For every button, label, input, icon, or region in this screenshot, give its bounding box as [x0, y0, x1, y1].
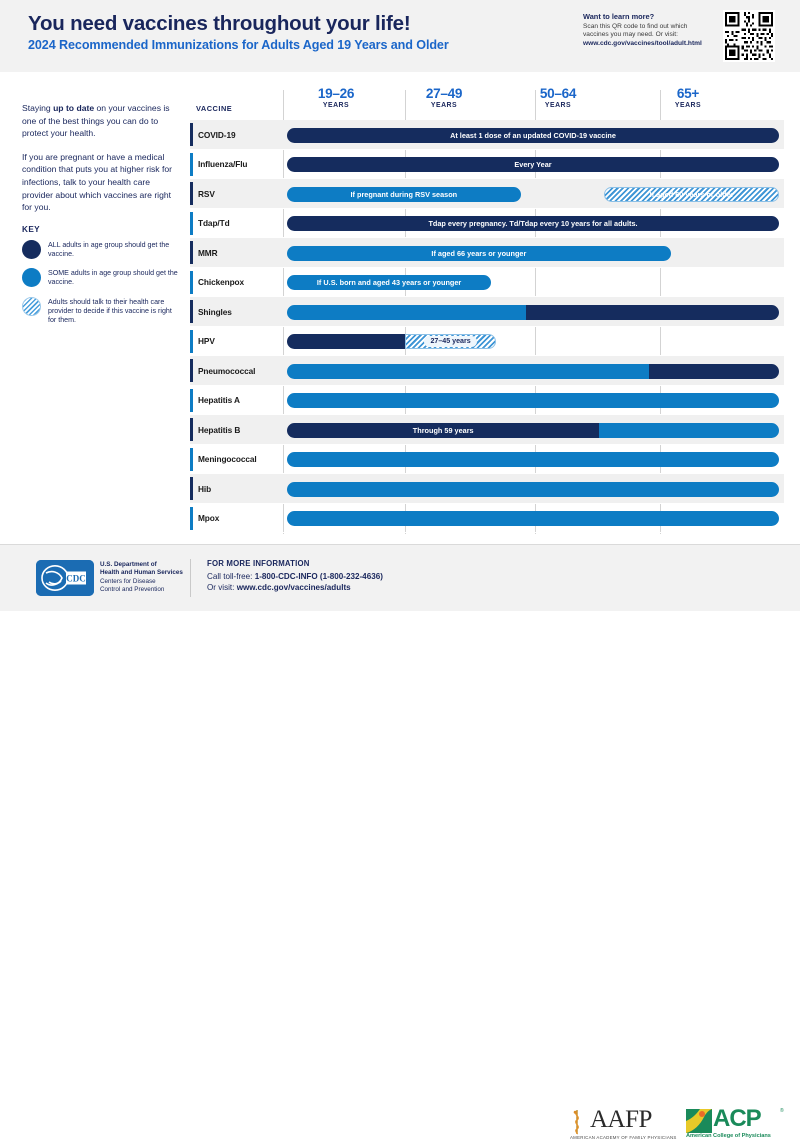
hhs-line-4: Control and Prevention	[100, 586, 165, 594]
row-accent-bar	[190, 271, 193, 294]
svg-text:CDC: CDC	[66, 573, 86, 584]
row-accent-bar	[190, 300, 193, 323]
schedule-bar	[287, 482, 779, 497]
row-accent-bar	[190, 212, 193, 235]
schedule-bar	[287, 423, 599, 438]
row-accent-bar	[190, 418, 193, 441]
hhs-line-2: Health and Human Services	[100, 569, 183, 577]
table-column-headers	[190, 84, 784, 120]
age-unit-50-64: YEARS	[544, 102, 572, 109]
aafp-name: AAFP	[590, 1106, 652, 1133]
schedule-bar-label: If U.S. born and aged 43 years or younger	[316, 278, 462, 287]
age-unit-27-49: YEARS	[430, 102, 458, 109]
schedule-bar	[604, 187, 779, 202]
table-row	[190, 209, 784, 239]
page-title: You need vaccines throughout your life!	[28, 12, 411, 35]
table-row	[190, 327, 784, 357]
table-row	[190, 386, 784, 416]
column-header-19-26	[286, 86, 386, 109]
qr-callout	[583, 10, 793, 62]
schedule-bar	[287, 364, 649, 379]
qr-code-icon[interactable]	[723, 10, 775, 62]
info-heading: FOR MORE INFORMATION	[207, 559, 310, 568]
schedule-bar	[287, 511, 779, 526]
row-accent-bar	[190, 389, 193, 412]
qr-callout-text	[583, 12, 723, 47]
solid-navy-circle-icon	[22, 240, 41, 259]
table-row	[190, 474, 784, 504]
age-range-50-64: 50–64	[539, 86, 577, 101]
schedule-bar	[405, 334, 496, 349]
column-header-65-plus	[638, 86, 738, 109]
info-visit-url[interactable]: www.cdc.gov/vaccines/adults	[236, 583, 351, 593]
table-row	[190, 238, 784, 268]
qr-line-2: vaccines you may need. Or visit:	[583, 30, 678, 38]
more-information-block	[207, 559, 383, 594]
info-call-prefix: Call toll-free:	[207, 572, 255, 581]
table-row	[190, 150, 784, 180]
age-unit-19-26: YEARS	[322, 102, 350, 109]
info-call-line	[207, 571, 383, 582]
intro-1-b: up to date	[53, 103, 95, 113]
schedule-bar	[649, 364, 779, 379]
row-accent-bar	[190, 507, 193, 530]
acp-name: ACP	[713, 1105, 761, 1132]
schedule-bar	[526, 305, 779, 320]
table-row	[190, 120, 784, 150]
vaccine-name: MMR	[198, 247, 218, 258]
solid-blue-circle-icon	[22, 268, 41, 287]
page-header	[0, 0, 800, 72]
schedule-bar-label: Every Year	[514, 160, 552, 169]
qr-url: www.cdc.gov/vaccines/tool/adult.html	[583, 40, 702, 48]
row-accent-bar	[190, 477, 193, 500]
vaccine-name: Shingles	[198, 306, 232, 317]
vaccine-name: Tdap/Td	[198, 218, 230, 229]
schedule-bar	[287, 305, 526, 320]
vaccine-name: Chickenpox	[198, 277, 245, 288]
aafp-subtitle: AMERICAN ACADEMY OF FAMILY PHYSICIANS	[570, 1135, 677, 1140]
vaccine-name: Mpox	[198, 513, 220, 524]
table-row	[190, 445, 784, 475]
table-row	[190, 356, 784, 386]
qr-line-1: Scan this QR code to find out which	[583, 22, 688, 30]
vaccine-name: Hepatitis B	[198, 424, 241, 435]
schedule-bar-label: Tdap every pregnancy. Td/Tdap every 10 years for all adults.	[428, 219, 638, 228]
intro-paragraph-2: If you are pregnant or have a medical condition that puts you at higher risk for infections, talk to your health care provider about which vaccines are right for you.	[22, 151, 172, 213]
vaccine-name: Meningococcal	[198, 454, 257, 465]
schedule-bar	[287, 452, 779, 467]
column-header-27-49	[394, 86, 494, 109]
acp-mark-icon	[686, 1109, 712, 1133]
row-accent-bar	[190, 153, 193, 176]
schedule-bar	[287, 187, 521, 202]
key-title: KEY	[22, 224, 41, 234]
schedule-bar	[287, 246, 671, 261]
footer-divider	[190, 559, 191, 597]
acp-subtitle: American College of Physicians	[686, 1133, 771, 1139]
info-call-number[interactable]: 1-800-CDC-INFO (1-800-232-4636)	[254, 572, 383, 581]
schedule-bar	[287, 216, 779, 231]
schedule-bar-label: At least 1 dose of an updated COVID-19 vaccine	[450, 130, 616, 140]
schedule-bar	[287, 128, 779, 143]
vaccine-name: Influenza/Flu	[198, 159, 248, 170]
row-separator	[190, 532, 784, 533]
schedule-bar-label: If aged 60 years or older	[649, 189, 734, 199]
acp-registered-mark: ®	[780, 1108, 784, 1114]
table-row	[190, 297, 784, 327]
vaccine-name: RSV	[198, 188, 215, 199]
key-item-all	[22, 240, 182, 259]
hatched-circle-icon	[22, 297, 41, 316]
intro-1-a: Staying	[22, 103, 54, 113]
table-row	[190, 268, 784, 298]
main-content	[0, 72, 800, 544]
row-accent-bar	[190, 359, 193, 382]
info-visit-prefix: Or visit:	[207, 583, 237, 593]
vaccine-name: COVID-19	[198, 129, 236, 140]
row-accent-bar	[190, 241, 193, 264]
schedule-bar-label: 27–45 years	[424, 336, 476, 347]
row-accent-bar	[190, 123, 193, 146]
key-item-some	[22, 268, 182, 287]
key-item-talk	[22, 297, 182, 326]
hhs-line-1: U.S. Department of	[100, 561, 157, 568]
info-visit-line	[207, 582, 383, 593]
intro-1-c: on your vaccines is one of the best things you can do to protect your health.	[22, 103, 170, 139]
table-row	[190, 504, 784, 534]
cdc-hhs-logo-icon	[36, 560, 94, 596]
row-accent-bar	[190, 330, 193, 353]
qr-heading: Want to learn more?	[583, 12, 655, 21]
key-label-all: ALL adults in age group should get the vaccine.	[48, 240, 170, 258]
page-footer	[0, 544, 800, 1140]
schedule-bar-label: Through 59 years	[412, 425, 474, 435]
schedule-bar	[287, 157, 779, 172]
page-subtitle: 2024 Recommended Immunizations for Adults Aged 19 Years and Older	[28, 38, 449, 52]
schedule-bar	[599, 423, 779, 438]
schedule-bar	[287, 275, 491, 290]
hhs-line-3: Centers for Disease	[100, 577, 156, 585]
vaccine-schedule-table	[190, 84, 784, 534]
schedule-bar	[287, 393, 779, 408]
vaccine-name: HPV	[198, 336, 215, 347]
vaccine-name: Hepatitis A	[198, 395, 240, 406]
column-header-50-64	[508, 86, 608, 109]
schedule-bar-label: If aged 66 years or younger	[431, 248, 527, 258]
table-row	[190, 415, 784, 445]
intro-paragraph-1	[22, 102, 182, 140]
sidebar	[22, 102, 182, 334]
column-header-vaccine: VACCINE	[196, 104, 233, 113]
vaccine-name: Pneumococcal	[198, 365, 256, 376]
row-accent-bar	[190, 448, 193, 471]
age-range-19-26: 19–26	[317, 86, 355, 101]
schedule-bar	[287, 334, 405, 349]
table-row	[190, 179, 784, 209]
key-label-talk: Adults should talk to their health care provider to decide if this vaccine is right for them.	[48, 297, 172, 324]
age-range-27-49: 27–49	[425, 86, 463, 101]
hhs-agency-text	[100, 561, 183, 595]
row-accent-bar	[190, 182, 193, 205]
key-label-some: SOME adults in age group should get the vaccine.	[48, 269, 178, 287]
age-unit-65-plus: YEARS	[674, 102, 702, 109]
vaccine-name: Hib	[198, 483, 212, 494]
table-grid	[190, 120, 784, 534]
schedule-bar-label: If pregnant during RSV season	[350, 189, 458, 199]
age-range-65-plus: 65+	[676, 86, 700, 101]
